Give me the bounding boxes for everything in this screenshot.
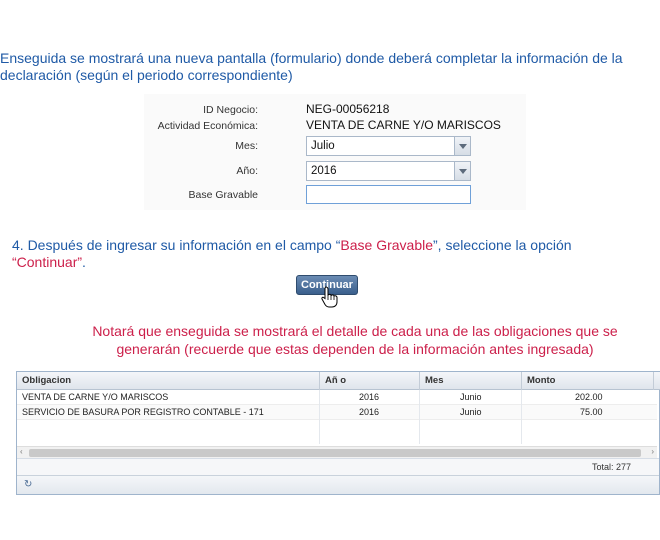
table-row[interactable]: [17, 405, 657, 420]
total-label: Total: 277: [591, 462, 631, 472]
column-header-anio[interactable]: Añ o: [325, 375, 347, 386]
column-separator: [319, 372, 320, 390]
step-4-instruction: [12, 237, 652, 271]
cell-monto: 75.00: [580, 407, 603, 417]
grid-summary: [17, 458, 659, 475]
form-row-actividad: [144, 116, 526, 138]
column-header-mes[interactable]: Mes: [425, 375, 444, 386]
grid-header: [17, 372, 660, 390]
form-row-anio: [144, 161, 526, 183]
declaration-form: [144, 94, 526, 210]
continuar-button[interactable]: Continuar: [296, 275, 358, 295]
refresh-icon[interactable]: ↻: [24, 479, 33, 490]
mes-label: Mes:: [235, 140, 258, 152]
hand-pointer-icon: [320, 286, 338, 308]
table-row[interactable]: [17, 390, 657, 405]
note-line-2: generarán (recuerde que estas dependen de la información antes ingresada): [116, 341, 594, 357]
mes-select[interactable]: [306, 136, 471, 156]
column-divider: [319, 390, 320, 444]
note-text: [60, 322, 650, 358]
anio-label: Año:: [236, 165, 258, 177]
actividad-value: VENTA DE CARNE Y/O MARISCOS: [306, 118, 501, 132]
anio-selected-value: 2016: [311, 165, 337, 177]
form-row-base: [144, 185, 526, 207]
base-gravable-input[interactable]: [306, 185, 471, 204]
step-4-text-a: 4. Después de ingresar su información en el campo “: [12, 237, 341, 253]
column-header-obligacion[interactable]: Obligacion: [22, 375, 72, 386]
cell-obligacion: VENTA DE CARNE Y/O MARISCOS: [22, 392, 169, 402]
intro-text: Enseguida se mostrará una nueva pantalla (formulario) donde deberá completar la información de la declaración (según el periodo correspondiente): [0, 50, 623, 83]
step-4-text-b: ”, seleccione la opción: [433, 237, 572, 253]
cell-mes: Junio: [460, 392, 482, 402]
id-negocio-value: NEG-00056218: [306, 102, 390, 116]
step-4-highlight-continuar: “Continuar”: [12, 254, 83, 270]
scrollbar-thumb[interactable]: [29, 449, 641, 457]
cell-monto: 202.00: [575, 392, 603, 402]
note-line-1: Notará que enseguida se mostrará el detalle de cada una de las obligaciones que se: [92, 323, 618, 339]
step-4-highlight-base: Base Gravable: [340, 237, 434, 253]
grid-pager: [17, 475, 659, 494]
cell-anio: 2016: [359, 392, 380, 402]
form-row-mes: [144, 136, 526, 158]
column-separator: [653, 372, 654, 390]
step-4-text-c: .: [82, 254, 86, 270]
cell-obligacion: SERVICIO DE BASURA POR REGISTRO CONTABLE - 171: [22, 407, 264, 417]
column-divider: [521, 390, 522, 444]
anio-select[interactable]: [306, 161, 471, 181]
column-divider: [419, 390, 420, 444]
cell-anio: 2016: [359, 407, 380, 417]
mes-selected-value: Julio: [311, 140, 335, 152]
base-gravable-label: Base Gravable: [188, 189, 258, 201]
column-separator: [521, 372, 522, 390]
horizontal-scrollbar[interactable]: [17, 446, 657, 458]
obligations-grid: [16, 371, 660, 495]
scroll-right-icon[interactable]: ›: [651, 447, 654, 456]
column-header-monto[interactable]: Monto: [527, 375, 556, 386]
chevron-down-icon[interactable]: [454, 137, 470, 155]
scroll-left-icon[interactable]: ‹: [20, 447, 23, 456]
column-separator: [419, 372, 420, 390]
cell-mes: Junio: [460, 407, 482, 417]
id-negocio-label: ID Negocio:: [203, 104, 258, 116]
actividad-label: Actividad Económica:: [157, 120, 258, 132]
chevron-down-icon[interactable]: [454, 162, 470, 180]
